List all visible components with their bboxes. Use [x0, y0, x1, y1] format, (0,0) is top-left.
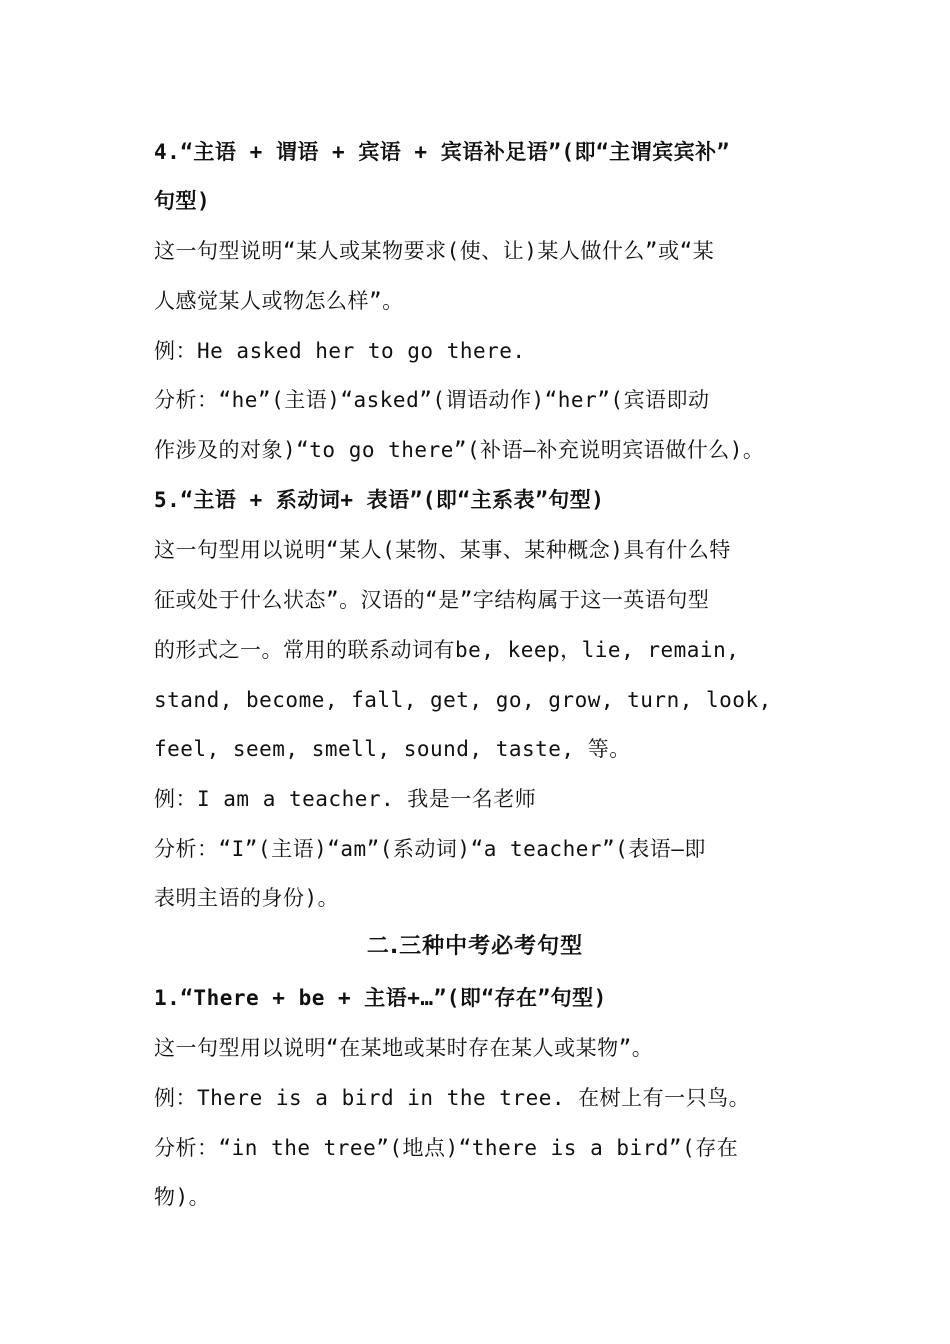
paragraph-line: 这一句型说明“某人或某物要求(使、让)某人做什么”或“某: [154, 239, 715, 263]
paragraph-line: 这一句型用以说明“在某地或某时存在某人或某物”。: [154, 1036, 654, 1060]
analysis-line: 分析：“I”(主语)“am”(系动词)“a teacher”(表语—即: [154, 837, 706, 861]
analysis-line: 作涉及的对象)“to go there”(补语—补充说明宾语做什么)。: [154, 438, 765, 462]
heading-pattern-4-continued: 句型): [154, 189, 211, 213]
analysis-line: 分析：“in the tree”(地点)“there is a bird”(存在: [154, 1136, 739, 1160]
heading-pattern-1: 1.“There + be + 主语+…”(即“存在”句型): [154, 986, 607, 1010]
paragraph-line: 人感觉某人或物怎么样”。: [154, 289, 404, 313]
section-title: 二.三种中考必考句型: [366, 934, 584, 959]
paragraph-line: 的形式之一。常用的联系动词有be, keep，lie, remain,: [154, 638, 740, 662]
analysis-line: 表明主语的身份)。: [154, 886, 340, 910]
heading-pattern-4: 4.“主语 + 谓语 + 宾语 + 宾语补足语”(即“主谓宾宾补”: [154, 140, 730, 164]
example-line: 例：He asked her to go there.: [154, 339, 526, 363]
analysis-line: 物)。: [154, 1185, 211, 1209]
paragraph-line: feel, seem, smell, sound, taste, 等。: [154, 737, 631, 761]
paragraph-line: 这一句型用以说明“某人(某物、某事、某种概念)具有什么特: [154, 538, 731, 562]
heading-pattern-5: 5.“主语 + 系动词+ 表语”(即“主系表”句型): [154, 488, 605, 512]
paragraph-line: 征或处于什么状态”。汉语的“是”字结构属于这一英语句型: [154, 588, 710, 612]
example-line: 例：There is a bird in the tree. 在树上有一只鸟。: [154, 1086, 751, 1110]
example-line: 例：I am a teacher. 我是一名老师: [154, 787, 537, 811]
analysis-line: 分析：“he”(主语)“asked”(谓语动作)“her”(宾语即动: [154, 388, 710, 412]
paragraph-line: stand, become, fall, get, go, grow, turn, look,: [154, 688, 772, 712]
